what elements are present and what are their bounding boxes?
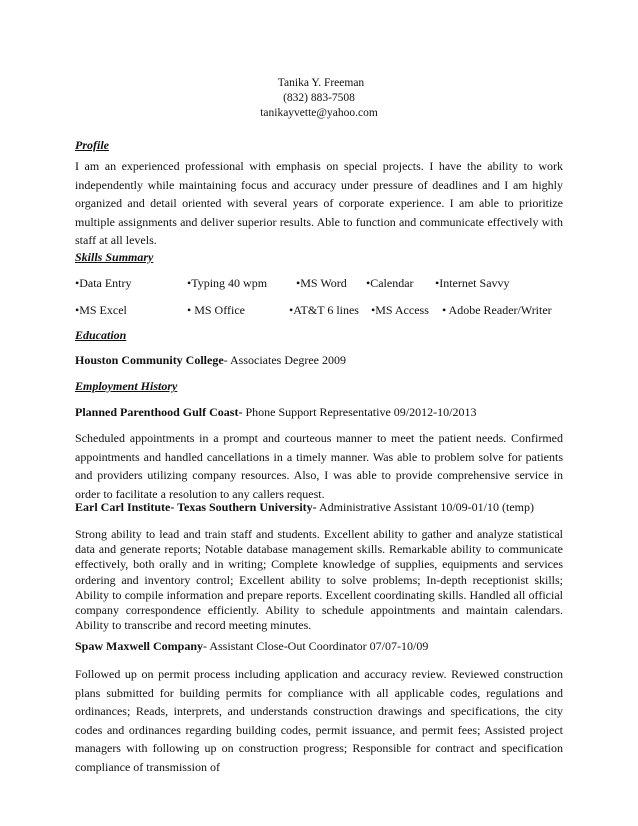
education-entry [75,353,563,368]
skill-item: •AT&T 6 lines [289,303,359,317]
job-role: Phone Support Representative 09/2012-10/2013 [242,405,477,419]
skill-item: •Typing 40 wpm [187,276,268,290]
skills-row-2 [75,303,575,319]
education-heading: Education [75,328,127,342]
skill-item: •Internet Savvy [435,276,510,290]
skills-heading: Skills Summary [75,250,154,264]
contact-header [0,76,638,121]
employer-name: Planned Parenthood Gulf Coast- [75,405,243,419]
skills-row-1 [75,276,575,292]
job-description: Strong ability to lead and train staff and students. Excellent ability to gather and analyze statistical data and generate reports; Notable database management skills. Remarkable ability to communicate effectively, both orally and in writing; Complete knowledge of supplies, equipments and services ordering and inventory control; Excellent ability to solve problems; In-depth receptionist skills; Ability to compile information and prepare reports. Excellent coordinating skills. Handled all official company correspondence efficiently. Ability to schedule appointments and maintain calendars. Ability to transcribe and record meeting minutes. [75,527,563,633]
email-address: tanikayvette@yahoo.com [260,107,378,119]
employment-heading: Employment History [75,379,178,393]
job-description: Followed up on permit process including application and accuracy review. Reviewed construction plans submitted for building permits for compliance with all applicable codes, regulations and ordinances; Reads, interprets, and understands construction drawings and specifications, the city codes and ordinances regarding building codes, permit issuance, and permit fees; Assisted project managers with following up on construction progress; Responsible for contract and specification compliance of transmission of [75,667,563,774]
profile-heading: Profile [75,138,109,152]
phone-number: (832) 883-7508 [283,92,355,104]
skill-item: •Calendar [366,276,414,290]
degree-detail: - Associates Degree 2009 [223,353,346,367]
skill-item: • MS Office [187,303,245,317]
job-title-line [75,500,563,515]
school-name: Houston Community College [75,353,224,367]
skill-item: •MS Excel [75,303,127,317]
profile-text: I am an experienced professional with emphasis on special projects. I have the ability to work independently while maintaining focus and accuracy under pressure of deadlines and I am highly organized and detail oriented with several years of corporate experience. I am able to prioritize multiple assignments and deliver superior results. Able to function and communicate effectively with staff at all levels. [75,159,563,247]
employer-name: Spaw Maxwell Company [75,639,204,653]
candidate-name: Tanika Y. Freeman [277,77,365,89]
skill-item: •MS Word [296,276,347,290]
job-title-line [75,639,563,654]
job-title-line [75,405,563,420]
employer-name: Earl Carl Institute- Texas Southern University- [75,500,317,514]
skill-item: • Adobe Reader/Writer [442,303,552,317]
job-description: Scheduled appointments in a prompt and courteous manner to meet the patient needs. Confirmed appointments and handled cancellations in a timely manner. Was able to problem solve for patients and providers utilizing company resources. Also, I was able to provide comprehensive service in order to facilitate a resolution to any callers request. [75,431,563,501]
job-role: - Assistant Close-Out Coordinator 07/07-10/09 [203,639,429,653]
skill-item: •MS Access [371,303,429,317]
skill-item: •Data Entry [75,276,132,290]
job-role: Administrative Assistant 10/09-01/10 (temp) [316,500,534,514]
